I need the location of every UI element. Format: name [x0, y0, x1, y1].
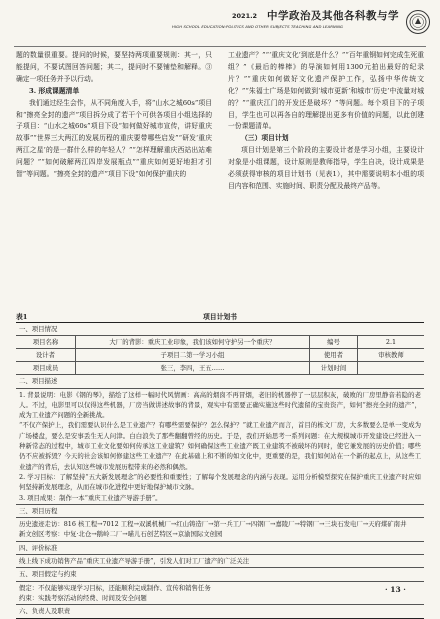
table-row: [16, 336, 424, 349]
table-label: 设计者: [16, 349, 76, 361]
left-column: [16, 50, 212, 181]
right-column: [228, 50, 424, 193]
paragraph: 题的数量很重要。提问的时候，要坚持两项重要规则：其一，只能提问，不要试图回答问题；其二，提问时不要铺垫和解释。③确定一项任务并予以行动。: [16, 51, 212, 83]
table-cell: 2.1: [385, 338, 397, 347]
table-label: 计划时间: [310, 362, 358, 374]
route-text: 历史遗迹走访：816 核工程→7012 工程→双溪机械厂→红山铸造厂→第一兵工厂→四钢厂→嘉陵厂→特钢厂→三块石发电厂→天府煤矿南井: [19, 520, 407, 529]
table-section-header: 四、评价标准: [16, 542, 424, 555]
section-heading: （三）项目计划: [241, 134, 289, 143]
paragraph: 我们通过经生会作，从不同角度入手，将“山水之城60s”项目和“擦亮全封的遗产”项目拆分成了若干个可供各项目小组选择的子项目：“山水之城60s”项目下设“如何做好城市宣传，讲好重庆故事”“世界三大两江的发展历程的重庆要带哪些启发”“研发‘重庆两江之星’的是一群什么样的年轻人？”“怎样理解重庆西站出站难问题？”“如何破解两江四岸发展瓶点”“重庆如何更好地担才引智”等问题。“擦亮全封的遗产”项目下设“如何保护重庆的: [16, 98, 212, 179]
journal-seal-icon: [406, 10, 430, 34]
table-section-header: 五、项目假定与约束: [16, 568, 424, 581]
description-text: 2. 学习目标：了解坚持“五大新发展理念”的必要性和重要性；了解每个发展理念的内涵与表现。运用分析模型探究在保护重庆工业遗产时应如何坚持新发展理念，从而在城市化进程中更好地保护城市文脉。: [19, 472, 421, 492]
constraint-text: 约束：实践考察活动的经费、时间及安全问题: [19, 593, 147, 602]
route-text: 新文创区考察：中复·北仓→鹅岭二厂→喵儿石创艺特区→京渝国际文创园: [19, 530, 223, 539]
project-plan-table: [16, 322, 424, 619]
page-number: · 13 ·: [385, 585, 406, 594]
paragraph: 工业遗产？”“‘重庆文化’到底是什么？”“百年重钢如何完成生死重组？”《最后的棒棒》的导演如何用1300元拍出最好的纪录片？”“重庆如何做好文化遗产保护工作，弘扬中华传统文化？”“朱福士广场是如何做到‘城市更新’和城市‘历史’中流量对城的？”“重庆江门的开发还是破坏？”等问题。每个项目下的子项目，学生也可以再各自的理解提出更多有价值的问题，以此创建一份课题清单。: [228, 51, 424, 131]
table-section-header: 三、项目历程: [16, 505, 424, 518]
description-text: 3. 项目成果：制作一本“重庆工业遗产导游手册”。: [19, 493, 162, 502]
assumption-text: 假定：不仅能够实现学习目标，还能顺利完成制作、宣传和销售任务: [19, 583, 211, 592]
table-label: 项目成员: [16, 362, 76, 374]
table-cell: [358, 362, 424, 374]
description-text: 1. 背景说明：电影《钢的琴》，描绘了这样一幅时代风情画：高高的烟囱不再冒烟，老旧的机器停了一层层积灰，破败的厂房里静音若隐的老人。不过，电影里可以仅得这些机器，厂房当做讲述故事的背景，观实中有需要正确实施这些时代遗留的宝贵资产，如何“擦亮全封的遗产”，成为工业遗产问题的全新挑战。: [19, 390, 421, 420]
table-cell: 审核教师: [378, 351, 404, 360]
table-textblock: [16, 389, 424, 505]
table-caption: [16, 311, 424, 321]
table-cell: 大厂的背影：重庆工业印象，我们该如何守护另一个重庆？: [76, 336, 310, 348]
table-label: 使用者: [310, 349, 358, 361]
table-row: [16, 349, 424, 362]
section-heading: 3. 形成课题清单: [29, 86, 80, 95]
table-section-header: 二、项目描述: [16, 375, 424, 388]
table-section-header: 六、负责人及职责: [19, 607, 71, 616]
table-row: [16, 362, 424, 375]
description-text: “不仅产保护上，我们需要认识什么是工业遗产？有哪些需要保护？怎么保护？”就工业遗产而言，首目的栋文厂房，大多数要么是单一变成为广场楼盘，要么是安事丢生无人问津。白白浪失了那些翻翻曾经的历史。于是，我们开始思考一系列问题：在大规模城市开发建设已经进入一种新常态的过程中，城市工业文化要如何传承这工业建筑？如何确保这些工业遗产既工业建筑不被破坏的同时，使它兼发展的历史价值；哪些仍不应被拆毁？今天的社会该如何修建这些工业遗产？在此基础上和不断的如文化中，更重要的是，我们如何站在一个新的起点上，从这些工业遗产的背后，去认知这些城市发展历程带来的必然和偶然。: [19, 421, 421, 471]
table-label: 编号: [310, 336, 358, 348]
journal-title: 中学政治及其他各科教与学: [267, 10, 399, 22]
table-cell: 子项目二第一学习小组: [76, 349, 310, 361]
journal-subtitle: HIGH SCHOOL EDUCATION:POLITICS AND OTHER SUBJECTS TEACHING AND LEARNING: [172, 24, 344, 29]
table-textblock: [16, 555, 424, 568]
table-cell: 张三，李四，王五……: [76, 362, 310, 374]
table-number: 表1: [16, 313, 28, 321]
table-title: 项目计划书: [203, 313, 237, 321]
paragraph: 项目计划是第三个阶段的主要设计者是学习小组，主要设计对象是小组课题，设计原则是教师指导，学生自决，设计成果是必须获得审核的项目计划书（见表1），其中需要说明本小组的项目内容和范围、实施时间、职责分配及最终产品等。: [228, 146, 424, 190]
page-header: [14, 6, 426, 47]
table-label: 项目名称: [16, 336, 76, 348]
table-textblock: [16, 518, 424, 542]
table-section-header: 一、项目情况: [16, 323, 424, 336]
table-textblock: [16, 582, 424, 606]
evaluation-text: 线上线下成功销售产品“重庆工业遗产导游手册”，引发人们对工厂遗产的广泛关注: [19, 557, 250, 566]
issue-number: 2021.2: [232, 12, 258, 20]
